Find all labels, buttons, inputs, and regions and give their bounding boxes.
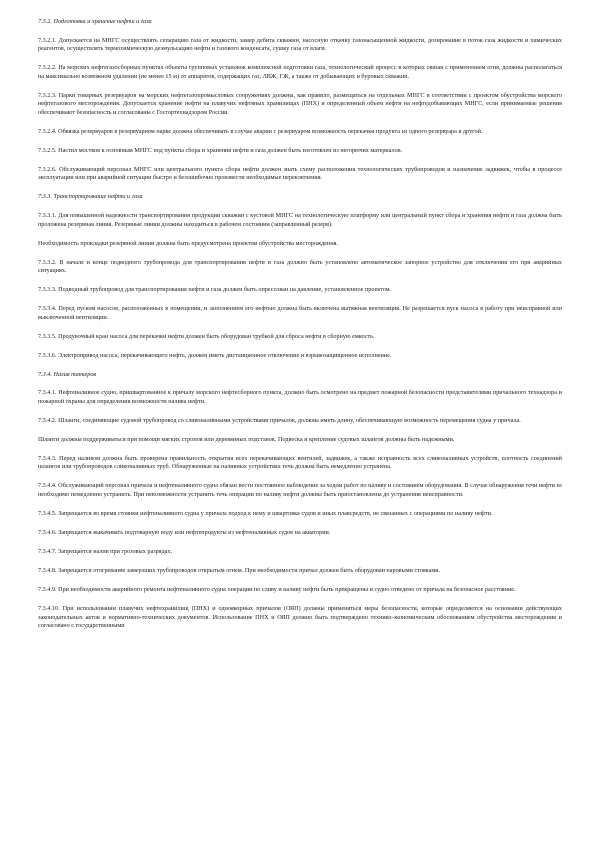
paragraph: 7.3.4.1. Нефтеналивное судно, пришвартованное к причалу морского нефтесборного пункта, должно быть осмотрено на предмет пожарной безопасности представителями причального технадзора и пожарной охраны для определения возможности налива нефти. [38, 390, 562, 405]
paragraph: 7.3.2.6. Обслуживающий персонал МНГС или центрального пункта сбора нефти должен знать схему расположения технологических трубопроводов и назначение задвижек, чтобы в процессе эксплуатации или при аварийной ситуации быстро и безошибочно произвести необходимые переключения. [38, 166, 562, 182]
paragraph: 7.3.3.6. Электропривод насоса, перекачивающего нефть, должен иметь дистанционное отключение и взрывозащищенное исполнение. [38, 352, 392, 359]
paragraph: 7.3.4.7. Запрещается налив при грозовых разрядах. [38, 549, 173, 555]
paragraph: Шланги должны поддерживаться при помощи мягких стропов или деревянных подставок. Подвеска и крепление судовых шлангов должны быть надежными. [38, 436, 455, 443]
paragraph: 7.3.4.10. При использовании плавучих нефтехранилищ (ПНХ) и одноякорных причалов (ОЯП) должны применяться меры безопасности, которые определяются на основании действующих законодательных актов и нормативно-технических документов. Использование ПНХ и ОЯП должно быть подтверждено технико-экономическим обоснованием обустройства месторождения и согласовано с государственными [38, 605, 562, 630]
paragraph: 7.3.3.4. Перед пуском насосов, расположенных в помещении, и заполнением его нефтью должна быть включена вытяжная вентиляция. Не разрешается пуск насоса в работу при неисправной или выключенной вентиляции. [38, 306, 562, 321]
paragraph: 7.3.2.3. Парки товарных резервуаров на морских нефтегазопромысловых сооружениях должны, как правило, размещаться на отдельных МНГС в соответствии с проектом обустройства морского нефтегазового месторождения. Допускается хранение нефти на плавучих нефтяных хранилищах (ПНХ) и определенный объем нефти на нефтедобывающих МНГС, если принимаемые решения обеспечивают безопасность и согласованы с Госгортехнадзором России. [38, 92, 562, 116]
paragraph: 7.3.3.5. Продувочный кран насоса для перекачки нефти должен быть оборудован трубкой для сброса нефти в сборную емкость. [38, 333, 375, 340]
paragraph: 7.3.3.1. Для повышенной надежности транспортирования продукции скважин с кустовой МНГС на технологическую платформу или центральный пункт сбора и хранения нефти и газа должна быть проложена резервная линия. Резервные линии должны находиться в рабочем состоянии (заправленный резерв). [38, 213, 562, 228]
section-heading: 7.3.4. Налив танкеров [38, 371, 97, 378]
paragraph: 7.3.2.4. Обвязка резервуаров в резервуарном парке должна обеспечивать в случае аварии с резервуаром возможность перекачки продукта из одного резервуара в другой. [38, 128, 483, 135]
paragraph: Необходимость прокладки резервной линии должна быть предусмотрена проектом обустройства месторождения. [38, 240, 339, 247]
paragraph: 7.3.4.8. Запрещается отогревание замерзших трубопроводов открытым огнем. При необходимости причал должен быть оборудован паровыми стояками. [38, 567, 441, 574]
paragraph: 7.3.3.3. Подводный трубопровод для транспортирования нефти и газа должен быть опрессован на давление, установленное проектом. [38, 287, 392, 294]
paragraph: 7.3.4.4. Обслуживающий персонал причала и нефтеналивного судна обязан вести постоянное наблюдение за ходом работ по наливу и состоянием оборудования. В случае обнаружения течи нефти ее необходимо немедленно устранить. При невозможности устранить течь операции по наливу нефти должны быть приостановлены до устранения неисправности. [38, 483, 562, 499]
section-heading: 7.3.2. Подготовка и хранение нефти и газа [38, 19, 152, 25]
paragraph: 7.3.2.2. На морских нефтегазосборных пунктах объекты групповых установок комплексной подготовки газа, технологический процесс в которых связан с применением огня, должны располагаться на максимально возможном удалении (не менее 15 м) от аппаратов, содержащих газ, ЛВЖ, ГЖ, а также от добывающих и буровых скважин. [38, 65, 562, 80]
section-heading: 7.3.3. Транспортирование нефти и газа [38, 194, 143, 201]
paragraph: 7.3.2.1. Допускается на МНГС осуществлять сепарацию газа от жидкости, замер дебита скважин, насосную откачку газонасыщенной жидкости, дозирование в поток газа жидкости и химических реагентов, осуществлять термохимическую деэмульсацию нефти и газового конденсата, сушку газа от влаги. [38, 37, 562, 53]
paragraph: 7.3.3.2. В начале и конце подводного трубопровода для транспортирования нефти и газа должно быть установлено автоматическое запорное устройство для отключения его при аварийных ситуациях. [38, 259, 562, 275]
paragraph: 7.3.4.3. Перед наливом должна быть проверена правильность открытия всех перекачивающих вентилей, задвижек, а также исправность всех сливоналивных устройств, плотность соединений шлангов или трубопроводов сливоналивных труб. Обнаруженные на наливных устройствах течь должна быть немедленно устранена. [38, 455, 562, 471]
paragraph: 7.3.4.5. Запрещается во время стоянки нефтеналивного судна у причала подход к нему и швартовка судов и иных плавсредств, не связанных с операциями по наливу нефти. [38, 511, 493, 518]
paragraph: 7.3.4.6. Запрещается выкачивать подтоварную воду или нефтепродукты из нефтеналивных судов на акватории. [38, 530, 331, 537]
paragraph: 7.3.4.2. Шланги, соединяющие судовой трубопровод со сливоналивными устройствами причалов, должны иметь длину, обеспечивающую возможность перемещения судна у причала. [38, 417, 521, 424]
paragraph: 7.3.2.5. Настил мостков к основным МНГС под пункты сбора и хранения нефти и газа должен быть изготовлен из негорючих материалов. [38, 147, 403, 154]
paragraph: 7.3.4.9. При необходимости аварийного ремонта нефтеналивного судна операции по сливу и наливу нефти быть прекращены и судно отведено от причала на безопасное расстояние. [38, 586, 516, 593]
